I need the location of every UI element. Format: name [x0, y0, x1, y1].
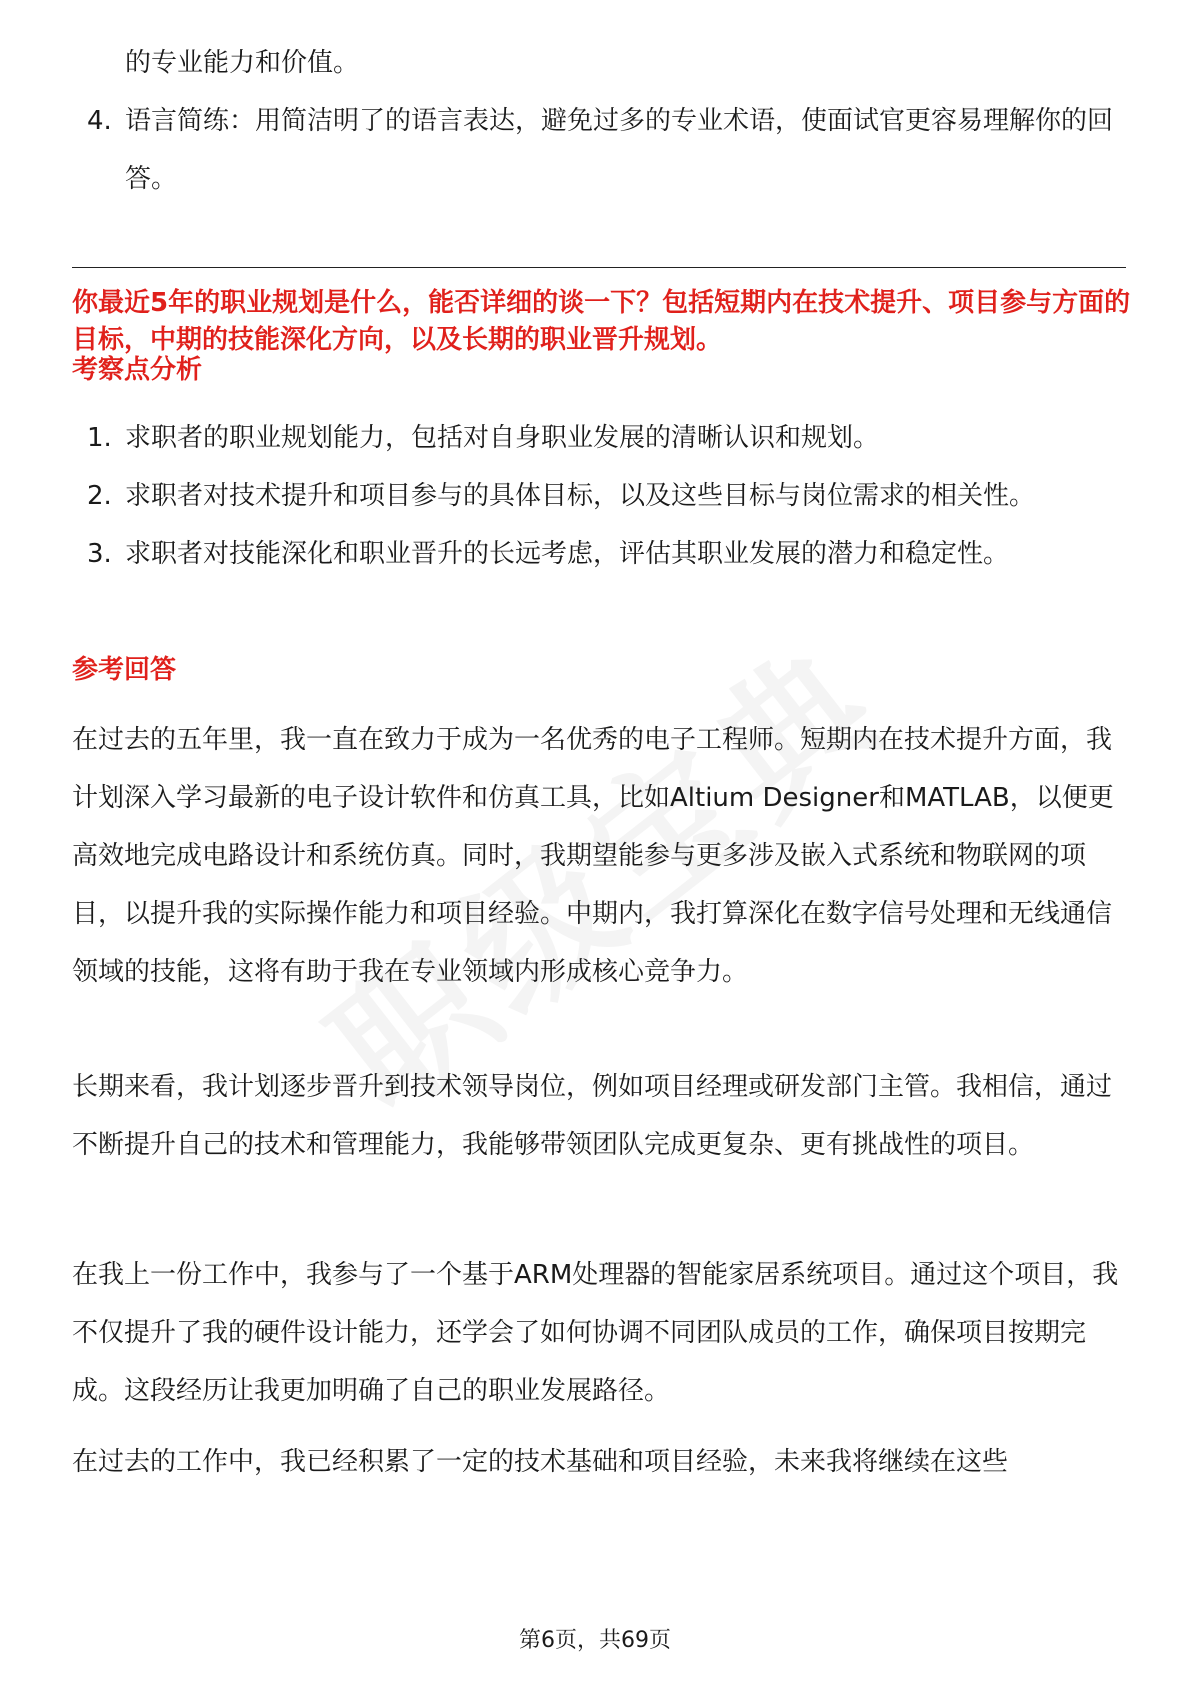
top-list: [0, 34, 1114, 208]
analysis-heading: 考察点分析: [72, 355, 203, 385]
list-item-text: 语言简练：用简洁明了的语言表达，避免过多的专业术语，使面试官更容易理解你的回答。: [125, 106, 1114, 194]
answer-paragraph: 长期来看，我计划逐步晋升到技术领导岗位，例如项目经理或研发部门主管。我相信，通过不断提升自己的技术和管理能力，我能够带领团队完成更复杂、更有挑战性的项目。: [72, 1072, 1113, 1160]
list-item-text: 求职者对技术提升和项目参与的具体目标，以及这些目标与岗位需求的相关性。: [125, 481, 1036, 511]
answer-paragraph: 在过去的五年里，我一直在致力于成为一名优秀的电子工程师。短期内在技术提升方面，我计划深入学习最新的电子设计软件和仿真工具，比如Altium Designer和MATLAB，以便更高效地完成电路设计和系统仿真。同时，我期望能参与更多涉及嵌入式系统和物联网的项目，以提升我的实际操作能力和项目经验。中期内，我打算深化在数字信号处理和无线通信领域的技能，这将有助于我在专业领域内形成核心竞争力。: [72, 725, 1114, 987]
list-item: [0, 409, 1000, 467]
answer-heading: 参考回答: [72, 655, 177, 685]
list-item: [0, 34, 1000, 92]
interview-question: 你最近5年的职业规划是什么，能否详细的谈一下？包括短期内在技术提升、项目参与方面的目标，中期的技能深化方向，以及长期的职业晋升规划。: [72, 288, 1131, 355]
list-item-text: 的专业能力和价值。: [125, 48, 360, 78]
list-item: [0, 467, 1036, 525]
list-item-number: 1.: [87, 423, 112, 453]
analysis-list: [0, 409, 1036, 583]
section-divider: [72, 267, 1126, 268]
list-item-number: 4.: [87, 106, 112, 136]
list-item: [0, 92, 1114, 208]
list-item-text: 求职者的职业规划能力，包括对自身职业发展的清晰认识和规划。: [125, 423, 880, 453]
list-item-number: 3.: [87, 539, 112, 569]
answer-paragraph: 在过去的工作中，我已经积累了一定的技术基础和项目经验，未来我将继续在这些: [72, 1447, 1009, 1477]
list-item-text: 求职者对技能深化和职业晋升的长远考虑，评估其职业发展的潜力和稳定性。: [125, 539, 1010, 569]
list-item: [0, 525, 1010, 583]
page-number: 第6页，共69页: [519, 1628, 671, 1653]
list-item-number: 2.: [87, 481, 112, 511]
answer-paragraph: 在我上一份工作中，我参与了一个基于ARM处理器的智能家居系统项目。通过这个项目，我不仅提升了我的硬件设计能力，还学会了如何协调不同团队成员的工作，确保项目按期完成。这段经历让我更加明确了自己的职业发展路径。: [72, 1260, 1119, 1406]
